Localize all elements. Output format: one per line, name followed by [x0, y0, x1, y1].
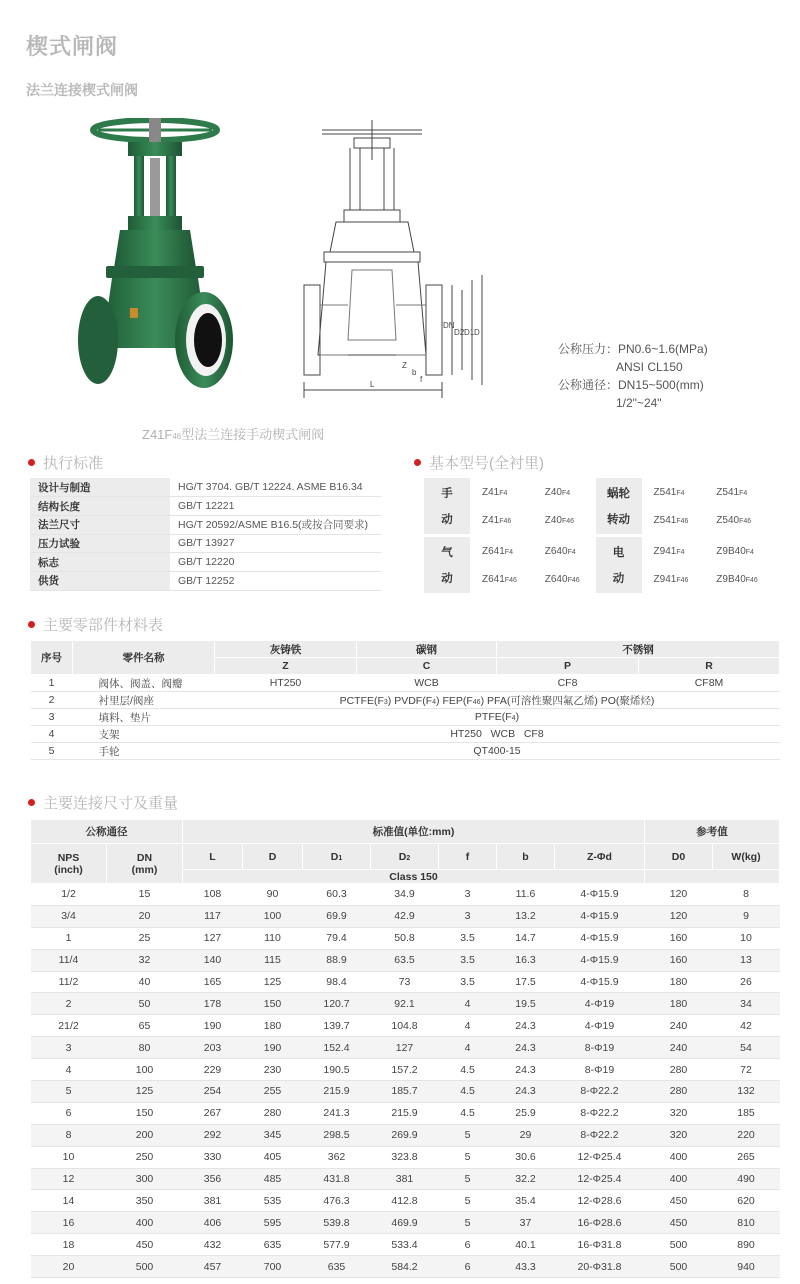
- spec-pressure-ansi: ANSI CL150: [616, 360, 683, 374]
- table-cell: 4.5: [439, 1059, 497, 1081]
- table-cell: 26: [713, 971, 780, 993]
- table-cell: 6: [439, 1256, 497, 1278]
- table-cell: 8-Φ22.2: [555, 1124, 645, 1146]
- table-cell: 450: [645, 1190, 713, 1212]
- table-row: 5 手轮 QT400-15: [31, 743, 780, 760]
- table-row: [31, 949, 780, 971]
- table-cell: 120: [645, 884, 713, 906]
- model-type-worm: 蜗轮 转动: [596, 478, 642, 534]
- table-cell: 269.9: [371, 1124, 439, 1146]
- table-cell: 362: [303, 1146, 371, 1168]
- table-cell: 19.5: [497, 993, 555, 1015]
- table-cell: 203: [183, 1037, 243, 1059]
- table-cell: 21/2: [31, 1015, 107, 1037]
- table-row: [31, 927, 780, 949]
- table-cell: 98.4: [303, 971, 371, 993]
- table-cell: 20: [31, 1256, 107, 1278]
- table-cell: 165: [183, 971, 243, 993]
- table-cell: 190.5: [303, 1059, 371, 1081]
- table-row: [31, 1015, 780, 1037]
- table-cell: 50.8: [371, 927, 439, 949]
- table-cell: 9: [713, 905, 780, 927]
- table-cell: 14.7: [497, 927, 555, 949]
- standards-table: [30, 478, 381, 591]
- table-cell: 90: [243, 884, 303, 906]
- table-cell: 120.7: [303, 993, 371, 1015]
- table-cell: 241.3: [303, 1102, 371, 1124]
- table-cell: 24.3: [497, 1059, 555, 1081]
- table-cell: 37: [497, 1212, 555, 1234]
- spec-pressure: 公称压力：PN0.6~1.6(MPa): [558, 342, 708, 356]
- table-row: 4 支架 HT250 WCB CF8: [31, 726, 780, 743]
- table-cell: 345: [243, 1124, 303, 1146]
- table-cell: 3.5: [439, 971, 497, 993]
- table-cell: 255: [243, 1081, 303, 1103]
- table-cell: 100: [107, 1059, 183, 1081]
- table-cell: 3.5: [439, 949, 497, 971]
- table-cell: 406: [183, 1212, 243, 1234]
- table-cell: 12-Φ25.4: [555, 1146, 645, 1168]
- table-cell: 450: [107, 1234, 183, 1256]
- table-row: [31, 1256, 780, 1278]
- table-row: [31, 905, 780, 927]
- table-cell: 584.2: [371, 1256, 439, 1278]
- model-type-pneumatic: 气 动: [424, 537, 470, 593]
- table-cell: 8-Φ19: [555, 1059, 645, 1081]
- table-cell: 5: [439, 1124, 497, 1146]
- table-cell: 4.5: [439, 1081, 497, 1103]
- table-cell: 620: [713, 1190, 780, 1212]
- table-cell: 3: [31, 1037, 107, 1059]
- table-cell: 115: [243, 949, 303, 971]
- table-cell: 127: [371, 1037, 439, 1059]
- table-row: 3 填料、垫片 PTFE(F4): [31, 709, 780, 726]
- bullet-dot: [28, 621, 35, 628]
- table-cell: 120: [645, 905, 713, 927]
- table-cell: 1/2: [31, 884, 107, 906]
- table-cell: 215.9: [371, 1102, 439, 1124]
- table-row: 1 阀体、阀盖、阀瓣 HT250 WCB CF8 CF8M: [31, 675, 780, 692]
- table-cell: 12-Φ25.4: [555, 1168, 645, 1190]
- table-cell: 24.3: [497, 1037, 555, 1059]
- table-cell: 267: [183, 1102, 243, 1124]
- table-cell: 3: [439, 884, 497, 906]
- page-subtitle: 法兰连接楔式闸阀: [26, 82, 138, 98]
- dim-label-L: L: [370, 380, 375, 389]
- table-cell: 229: [183, 1059, 243, 1081]
- table-row: 压力试验 GB/T 13927: [30, 534, 381, 553]
- table-cell: 150: [243, 993, 303, 1015]
- table-cell: 125: [107, 1081, 183, 1103]
- table-cell: 280: [243, 1102, 303, 1124]
- spec-diameter: 公称通径：DN15~500(mm): [558, 378, 704, 392]
- table-cell: 265: [713, 1146, 780, 1168]
- table-cell: 485: [243, 1168, 303, 1190]
- table-row: [31, 1081, 780, 1103]
- table-cell: 157.2: [371, 1059, 439, 1081]
- table-cell: 5: [439, 1212, 497, 1234]
- table-cell: 132: [713, 1081, 780, 1103]
- table-row: [31, 1146, 780, 1168]
- table-cell: 125: [243, 971, 303, 993]
- dim-label-D1: D1: [464, 328, 475, 337]
- table-cell: 230: [243, 1059, 303, 1081]
- table-cell: 32: [107, 949, 183, 971]
- table-cell: 2: [31, 993, 107, 1015]
- table-cell: 88.9: [303, 949, 371, 971]
- bullet-dot: [414, 459, 421, 466]
- table-cell: 400: [107, 1212, 183, 1234]
- table-cell: 431.8: [303, 1168, 371, 1190]
- dimensions-table: 公称通径 标准值(单位:mm) 参考值 NPS (inch) DN (mm) L D D1 D2 f b Z-Φd D0 W(kg) Class 150 1/2 15 108 90 60.3 34.9 3 11.6 4-Φ15.9 120 8 3/4 20 117 100 69.9 42.9 3 13.2 4-Φ15.9 120 9 1 25 127 110 79.4 50.8 3.5 14.7 4-Φ15.9 160 10 11/4 32 140 115 88.9 63.5 3.5 16.3 4-Φ15.9 160 13 11/2 40 165 125 98.4 73 3.5 17.5 4-Φ15.9 180 26 2 50 178 150 120.7 92.1 4 19.5 4-Φ19 180 34 21/2 65 190 180 139.7 104.8 4 24.3 4-Φ19 240 42 3 80 203 190 152.4 127 4 24.3 8-Φ19 240 54 4 100 229 230 190.5 157.2 4.5 24.3 8-Φ19 280 72 5 125 254 255 215.9 185.7 4.5 24.3 8-Φ22.2 280 132 6 150 267 280 241.3 215.9 4.5 25.9 8-Φ22.2 320 185 8 200 292 345 298.5 269.9 5 29 8-Φ22.2 320 220 10 250 330 405 362 323.8 5 30.6 12-Φ25.4 400 265 12 300 356 485 431.8 381 5 32.2 12-Φ25.4 400 490 14 350 381 535 476.3 412.8 5 35.4 12-Φ28.6 450 620 16 400 406 595 539.8 469.9 5 37 16-Φ28.6 450 810 18 450 432 635 577.9 533.4 6 40.1 16-Φ31.8 500 890 20 500 457 700 635 584.2 6 43.3 20-Φ31.8 500 940: [30, 819, 780, 1278]
- table-cell: 12: [31, 1168, 107, 1190]
- table-cell: 240: [645, 1037, 713, 1059]
- spec-diameter-inch: 1/2"~24": [616, 396, 662, 410]
- dim-label-f: f: [420, 375, 423, 384]
- table-cell: 60.3: [303, 884, 371, 906]
- table-row: [31, 1234, 780, 1256]
- table-cell: 457: [183, 1256, 243, 1278]
- table-row: [31, 1102, 780, 1124]
- table-cell: 500: [645, 1256, 713, 1278]
- bullet-dot: [28, 459, 35, 466]
- table-cell: 4-Φ19: [555, 1015, 645, 1037]
- table-cell: 292: [183, 1124, 243, 1146]
- table-cell: 412.8: [371, 1190, 439, 1212]
- table-cell: 180: [243, 1015, 303, 1037]
- table-cell: 4-Φ15.9: [555, 905, 645, 927]
- table-cell: 40.1: [497, 1234, 555, 1256]
- table-cell: 4-Φ15.9: [555, 971, 645, 993]
- table-cell: 8: [713, 884, 780, 906]
- table-cell: 139.7: [303, 1015, 371, 1037]
- table-cell: 40: [107, 971, 183, 993]
- dim-label-Z: Z: [402, 361, 407, 370]
- table-cell: 16.3: [497, 949, 555, 971]
- table-cell: 178: [183, 993, 243, 1015]
- table-cell: 356: [183, 1168, 243, 1190]
- table-cell: 3: [439, 905, 497, 927]
- table-cell: 533.4: [371, 1234, 439, 1256]
- table-cell: 34.9: [371, 884, 439, 906]
- table-cell: 32.2: [497, 1168, 555, 1190]
- table-cell: 280: [645, 1081, 713, 1103]
- product-specs: [558, 340, 708, 412]
- table-row: 2 衬里层/阀座 PCTFE(F3) PVDF(F4) FEP(F46) PFA(可溶性聚四氟乙烯) PO(聚烯烃): [31, 692, 780, 709]
- table-cell: 4.5: [439, 1102, 497, 1124]
- table-cell: 79.4: [303, 927, 371, 949]
- table-cell: 11/4: [31, 949, 107, 971]
- dim-label-b: b: [412, 368, 417, 377]
- table-cell: 320: [645, 1124, 713, 1146]
- table-cell: 92.1: [371, 993, 439, 1015]
- table-cell: 16: [31, 1212, 107, 1234]
- table-cell: 104.8: [371, 1015, 439, 1037]
- table-cell: 432: [183, 1234, 243, 1256]
- table-cell: 10: [713, 927, 780, 949]
- table-cell: 450: [645, 1212, 713, 1234]
- table-row: 法兰尺寸 HG/T 20592/ASME B16.5(或按合同要求): [30, 515, 381, 534]
- table-cell: 54: [713, 1037, 780, 1059]
- table-cell: 100: [243, 905, 303, 927]
- table-cell: 323.8: [371, 1146, 439, 1168]
- table-cell: 469.9: [371, 1212, 439, 1234]
- table-cell: 5: [439, 1168, 497, 1190]
- models-table: 手 动 Z41F4 Z40F4 蜗轮 转动 Z541F4 Z541F4 Z41F46 Z40F46 Z541F46 Z540F46 气 动 Z641F4 Z640F4 电 动 Z941F4 Z9B40F4 Z641F46 Z640F46 Z941F46 Z9B40F46: [424, 478, 776, 593]
- table-cell: 490: [713, 1168, 780, 1190]
- table-cell: 4-Φ15.9: [555, 927, 645, 949]
- table-cell: 190: [243, 1037, 303, 1059]
- table-cell: 160: [645, 927, 713, 949]
- table-cell: 180: [645, 993, 713, 1015]
- table-cell: 4-Φ15.9: [555, 884, 645, 906]
- table-row: [31, 971, 780, 993]
- table-row: [31, 1190, 780, 1212]
- table-cell: 14: [31, 1190, 107, 1212]
- table-row: [31, 884, 780, 906]
- table-cell: 25.9: [497, 1102, 555, 1124]
- table-cell: 42: [713, 1015, 780, 1037]
- table-cell: 127: [183, 927, 243, 949]
- table-cell: 4-Φ19: [555, 993, 645, 1015]
- table-cell: 476.3: [303, 1190, 371, 1212]
- table-cell: 940: [713, 1256, 780, 1278]
- table-cell: 6: [31, 1102, 107, 1124]
- table-cell: 400: [645, 1168, 713, 1190]
- table-cell: 400: [645, 1146, 713, 1168]
- table-cell: 10: [31, 1146, 107, 1168]
- table-cell: 500: [107, 1256, 183, 1278]
- table-cell: 69.9: [303, 905, 371, 927]
- table-cell: 17.5: [497, 971, 555, 993]
- dim-label-DN: DN: [443, 321, 455, 330]
- table-cell: 63.5: [371, 949, 439, 971]
- table-row: [31, 1212, 780, 1234]
- table-cell: 11/2: [31, 971, 107, 993]
- bullet-dot: [28, 799, 35, 806]
- table-cell: 35.4: [497, 1190, 555, 1212]
- table-cell: 108: [183, 884, 243, 906]
- table-row: 设计与制造 HG/T 3704. GB/T 12224. ASME B16.34: [30, 478, 381, 497]
- table-cell: 810: [713, 1212, 780, 1234]
- table-cell: 330: [183, 1146, 243, 1168]
- section-standards-heading: 执行标准: [28, 452, 103, 473]
- table-cell: 160: [645, 949, 713, 971]
- table-cell: 152.4: [303, 1037, 371, 1059]
- table-cell: 405: [243, 1146, 303, 1168]
- table-cell: 6: [439, 1234, 497, 1256]
- table-cell: 890: [713, 1234, 780, 1256]
- table-cell: 150: [107, 1102, 183, 1124]
- table-cell: 635: [243, 1234, 303, 1256]
- table-cell: 215.9: [303, 1081, 371, 1103]
- table-cell: 4-Φ15.9: [555, 949, 645, 971]
- table-cell: 18: [31, 1234, 107, 1256]
- page-title: 楔式闸阀: [26, 34, 119, 59]
- table-cell: 16-Φ31.8: [555, 1234, 645, 1256]
- table-cell: 320: [645, 1102, 713, 1124]
- table-cell: 13: [713, 949, 780, 971]
- table-cell: 3.5: [439, 927, 497, 949]
- table-cell: 4: [439, 1015, 497, 1037]
- table-cell: 180: [645, 971, 713, 993]
- table-cell: 65: [107, 1015, 183, 1037]
- table-cell: 1: [31, 927, 107, 949]
- table-cell: 50: [107, 993, 183, 1015]
- table-row: [31, 1124, 780, 1146]
- table-cell: 700: [243, 1256, 303, 1278]
- table-cell: 280: [645, 1059, 713, 1081]
- table-cell: 20-Φ31.8: [555, 1256, 645, 1278]
- table-cell: 8-Φ22.2: [555, 1081, 645, 1103]
- table-cell: 200: [107, 1124, 183, 1146]
- valve-section-drawing: [292, 120, 492, 405]
- table-cell: 381: [183, 1190, 243, 1212]
- table-cell: 8: [31, 1124, 107, 1146]
- table-cell: 4: [439, 993, 497, 1015]
- table-cell: 190: [183, 1015, 243, 1037]
- table-cell: 30.6: [497, 1146, 555, 1168]
- table-cell: 5: [31, 1081, 107, 1103]
- table-cell: 42.9: [371, 905, 439, 927]
- table-cell: 73: [371, 971, 439, 993]
- table-cell: 34: [713, 993, 780, 1015]
- valve-photo: [78, 118, 233, 390]
- table-cell: 185.7: [371, 1081, 439, 1103]
- model-type-electric: 电 动: [596, 537, 642, 593]
- product-caption: Z41F46型法兰连接手动楔式闸阀: [142, 427, 325, 442]
- section-dimensions-heading: 主要连接尺寸及重量: [28, 792, 178, 813]
- table-row: [31, 1037, 780, 1059]
- table-cell: 25: [107, 927, 183, 949]
- section-materials-heading: 主要零部件材料表: [28, 614, 163, 635]
- table-row: 结构长度 GB/T 12221: [30, 497, 381, 516]
- table-cell: 11.6: [497, 884, 555, 906]
- table-cell: 4: [31, 1059, 107, 1081]
- table-cell: 298.5: [303, 1124, 371, 1146]
- table-cell: 185: [713, 1102, 780, 1124]
- table-cell: 3/4: [31, 905, 107, 927]
- dim-label-D: D: [474, 328, 480, 337]
- table-cell: 12-Φ28.6: [555, 1190, 645, 1212]
- table-row: [31, 1168, 780, 1190]
- table-cell: 140: [183, 949, 243, 971]
- table-cell: 539.8: [303, 1212, 371, 1234]
- table-row: 供货 GB/T 12252: [30, 571, 381, 590]
- table-cell: 254: [183, 1081, 243, 1103]
- table-cell: 20: [107, 905, 183, 927]
- table-row: 标志 GB/T 12220: [30, 553, 381, 572]
- table-cell: 8-Φ19: [555, 1037, 645, 1059]
- table-cell: 595: [243, 1212, 303, 1234]
- table-cell: 29: [497, 1124, 555, 1146]
- table-cell: 5: [439, 1146, 497, 1168]
- table-cell: 80: [107, 1037, 183, 1059]
- table-row: [31, 993, 780, 1015]
- table-cell: 535: [243, 1190, 303, 1212]
- table-cell: 250: [107, 1146, 183, 1168]
- table-cell: 240: [645, 1015, 713, 1037]
- materials-table: 序号 零件名称 灰铸铁 碳钢 不锈钢 Z C P R 1 阀体、阀盖、阀瓣 HT250 WCB CF8 CF8M 2 衬里层/阀座 PCTFE(F3) PVDF(F4) FEP(F46) PFA(可溶性聚四氟乙烯) PO(聚烯烃) 3 填料、垫片 PTFE(F4) 4 支架 HT250 WCB CF8 5 手轮 QT400-15: [30, 640, 780, 760]
- table-cell: 577.9: [303, 1234, 371, 1256]
- model-type-manual: 手 动: [424, 478, 470, 534]
- table-cell: 8-Φ22.2: [555, 1102, 645, 1124]
- table-cell: 110: [243, 927, 303, 949]
- table-cell: 220: [713, 1124, 780, 1146]
- table-cell: 15: [107, 884, 183, 906]
- table-cell: 350: [107, 1190, 183, 1212]
- section-models-heading: 基本型号(全衬里): [414, 452, 544, 473]
- table-cell: 300: [107, 1168, 183, 1190]
- table-cell: 24.3: [497, 1081, 555, 1103]
- table-row: [31, 1059, 780, 1081]
- table-cell: 13.2: [497, 905, 555, 927]
- table-cell: 43.3: [497, 1256, 555, 1278]
- table-cell: 16-Φ28.6: [555, 1212, 645, 1234]
- table-cell: 381: [371, 1168, 439, 1190]
- table-cell: 4: [439, 1037, 497, 1059]
- table-cell: 500: [645, 1234, 713, 1256]
- table-cell: 5: [439, 1190, 497, 1212]
- table-cell: 24.3: [497, 1015, 555, 1037]
- table-cell: 72: [713, 1059, 780, 1081]
- dim-label-D2: D2: [454, 328, 465, 337]
- table-cell: 117: [183, 905, 243, 927]
- table-cell: 635: [303, 1256, 371, 1278]
